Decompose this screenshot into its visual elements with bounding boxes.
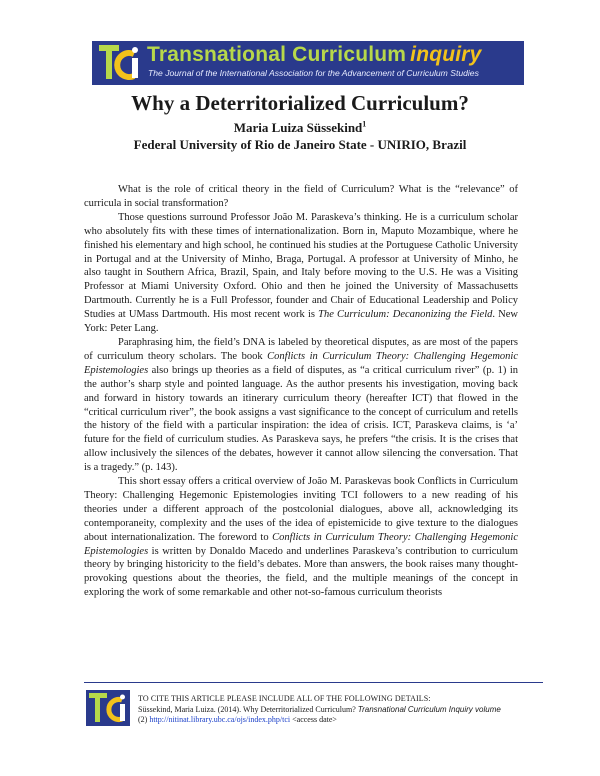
citation-reference: Süssekind, Maria Luiza. (2014). Why Deterritorialized Curriculum? [138,704,358,714]
brand-word-curriculum: Curriculum [292,43,407,66]
body-paragraph [84,475,518,600]
paragraph-text: also brings up theories as a field of disputes, as “a critical curriculum river” (p. 1) in the author’s sharp style and pointed language. As the author presents his investigation, moving back and forward in history towards an itinerary curriculum theory (hereafter ICT) that flowed in the “critical curriculum river”, the book assigns a vast significance to the concept of curriculum and retells the history of the field with a particular inspiration: the idea of crisis. ICT, Paraskeva claims, is ‘a’ future for the field of curriculum studies. As Paraskeva says, he prefers “the crisis. It is the crises that allow inclusively the silences of the debates, however it cannot allow silencing the conversation. That is a tragedy.” (p. 143). [84,364,518,474]
brand-word-inquiry: inquiry [410,43,482,66]
citation-block [138,694,558,726]
article-author [0,120,600,136]
journal-name [147,43,482,67]
book-title: The Curriculum: Decanonizing the Field [318,309,493,321]
author-name: Maria Luiza Süssekind [233,120,363,135]
paragraph-text: Those questions surround Professor João M. Paraskeva’s thinking. He is a curriculum scholar who absolutely fits with these times of internationalization. Born in, Maputo Mozambique, where he finished his elementary and high school, he continued his studies at the Portuguese Catholic University in Portugal and at the University of Minho, Braga, Portugal. A professor at University of Minho, he also taught in Southern Africa, Brazil, Spain, and Italy before moving to the U.S. He was a Visiting Professor at Miami University Oxford. Ohio and then he joined the University of Massachusetts Dartmouth. Currently he is a Full Professor, founder and Chair of Educational Leadership and Policy Studies at UMass Dartmouth. His most recent work is [84,211,518,321]
paragraph-text: . New York: Peter Lang. [84,309,519,335]
citation-journal: Transnational Curriculum Inquiry volume [357,704,501,714]
body-paragraph [84,211,518,336]
paragraph-text: is written by Donaldo Macedo and underlines Paraskeva’s contribution to curriculum theory by bringing historicity to the field’s debates. More than answers, the book raises many thought-provoking questions about the theories, the field, and the multiple meanings of the concept in exploring the work of some remarkable and other not-so-famous curriculum theorists [84,545,518,599]
article-body [84,183,518,600]
citation-link[interactable]: http://nitinat.library.ubc.ca/ojs/index.php/tci [149,715,291,724]
brand-word-transnational: Transnational [147,43,287,66]
paragraph-text: Paraphrasing him, the field’s DNA is labeled by theoretical disputes, as are most of the papers of curriculum theory scholars. The book [84,336,518,362]
citation-line [138,705,558,716]
author-affiliation: Federal University of Rio de Janeiro State - UNIRIO, Brazil [133,137,467,152]
book-title: Conflicts in Curriculum Theory: Challenging Hegemonic Epistemologies [84,531,518,557]
book-title: Conflicts in Curriculum Theory: Challenging Hegemonic Epistemologies [84,350,519,376]
paragraph-text: This short essay offers a critical overview of João M. Paraskevas book Conflicts in Curriculum Theory: Challenging Hegemonic Epistemologies inviting TCI followers to a new reading of his theories under a different approach of the postcolonial dialogues, above all, acknowledging its contemporaneity, complexity and the uses of the idea of epistemicide to give texture to the dialogues about internationalization. The foreword to [84,476,518,543]
citation-url-line [138,715,558,726]
body-paragraph [84,336,518,475]
body-paragraph [84,183,518,211]
footer-tci-logo-icon [86,690,130,726]
journal-tagline: The Journal of the International Association for the Advancement of Curriculum Studies [148,68,479,78]
journal-banner [92,41,524,85]
tci-logo-icon [96,42,142,84]
footer-divider [84,682,543,683]
author-footnote-marker[interactable]: 1 [362,119,367,129]
citation-heading: TO CITE THIS ARTICLE PLEASE INCLUDE ALL OF THE FOLLOWING DETAILS: [138,694,431,703]
paragraph-text: What is the role of critical theory in the field of Curriculum? What is the “relevance” of curricula in social transformation? [84,184,518,209]
article-title: Why a Deterritorialized Curriculum? [131,91,469,115]
citation-issue: (2) [138,715,150,724]
citation-access-date: <access date> [290,715,337,724]
